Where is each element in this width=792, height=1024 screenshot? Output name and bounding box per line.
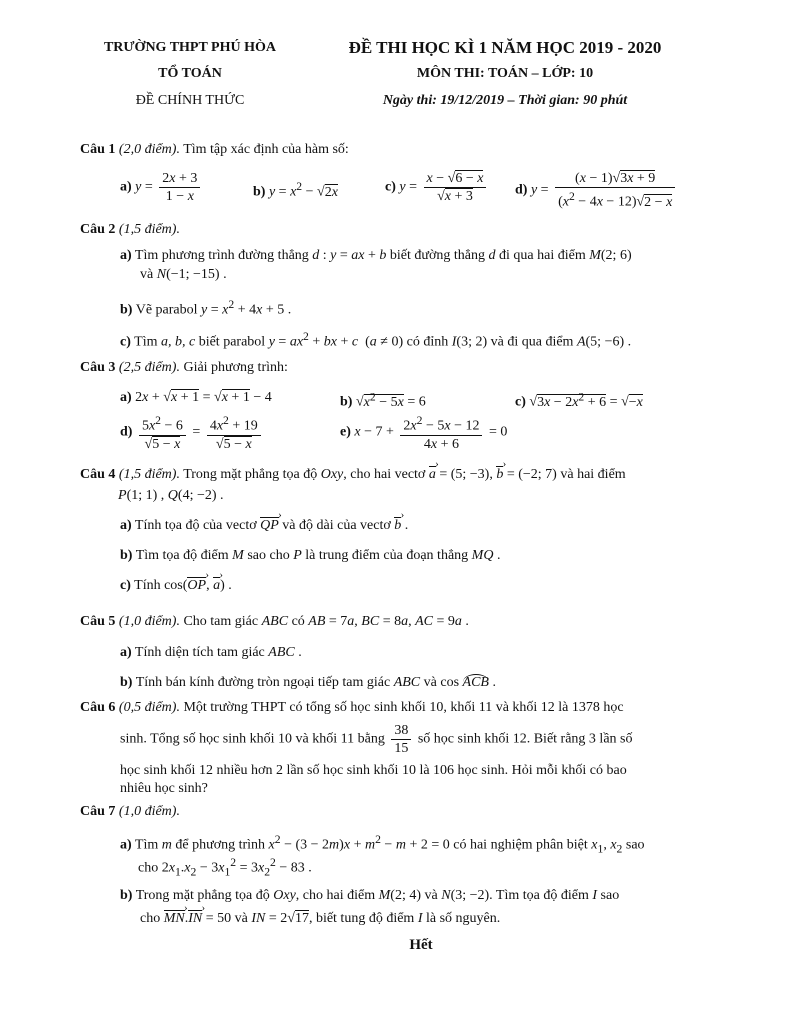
q1-part-c: c) y = $\frac{x - √6 - x}{√x + 3}$ (385, 170, 489, 205)
q2-part-c: c) Tìm a, b, c biết parabol $y = ax^2$ + bx + c (a ≠ 0) có đỉnh I(3; 2) và đi qua điểm A(5; −6) . (120, 330, 632, 350)
school-name: TRƯỜNG THPT PHÚ HÒA (103, 40, 277, 55)
q7-part-a: a) Tìm m để phương trình $x^2 - (3 - 2m)x + m^2 - m + 2 = 0$ có hai nghiệm phân biệt $x_1$, $x_2$ sao (120, 833, 645, 856)
question-label: Câu 1 (80, 142, 116, 157)
q2-part-b: b) Vẽ parabol $y = x^2 + 4x + 5$ . (120, 298, 292, 318)
question-points: (1,0 điểm). (118, 804, 180, 819)
q4-part-b: b) Tìm tọa độ điểm M sao cho P là trung điểm của đoạn thẳng MQ . (120, 548, 501, 563)
official-label: ĐỀ CHÍNH THỨC (135, 93, 245, 108)
q3-part-e: e) x − 7 + $\frac{2x^2 - 5x - 12}{4x + 6}$ = 0 (340, 414, 508, 452)
exam-subject: MÔN THI: TOÁN – LỚP: 10 (416, 66, 594, 81)
question-points: (2,0 điểm). (118, 142, 180, 157)
q5-part-b: b) Tính bán kính đường tròn ngoại tiếp tam giác ABC và cos ACB . (120, 675, 496, 690)
question-points: (1,0 điểm). (118, 614, 180, 629)
q7-part-a-line2: cho $2x_1.x_2 - 3x_1^2 = 3x_2^2 - 83$ . (138, 856, 312, 879)
question-text: Giải phương trình: (179, 360, 288, 375)
question-2 (80, 222, 180, 238)
q3-part-d: d) $\frac{5x^2 - 6}{√5 - x}$ = $\frac{4x^2 + 19}{√5 - x}$ (120, 412, 264, 453)
question-label: Câu 2 (80, 222, 116, 237)
exam-date-time: Ngày thi: 19/12/2019 – Thời gian: 90 phút (382, 93, 628, 108)
exam-title: ĐỀ THI HỌC KÌ 1 NĂM HỌC 2019 - 2020 (348, 38, 662, 57)
question-5: Câu 5 (1,0 điểm). Cho tam giác ABC có AB = 7a, BC = 8a, AC = 9a . (80, 614, 469, 629)
question-label: Câu 6 (80, 700, 116, 715)
q7-part-b: b) Trong mặt phẳng tọa độ Oxy, cho hai điểm M(2; 4) và N(3; −2). Tìm tọa độ điểm I sao (120, 888, 620, 903)
question-points: (1,5 điểm). (118, 467, 180, 482)
q5-part-a: a) Tính diện tích tam giác ABC . (120, 645, 302, 660)
question-points: (1,5 điểm). (118, 222, 180, 237)
question-points: (0,5 điểm). (118, 700, 180, 715)
question-6: Câu 6 (0,5 điểm). Một trường THPT có tổng số học sinh khối 10, khối 11 và khối 12 là 1378 học (80, 700, 624, 715)
q2-part-a-line2: và N(−1; −15) . (140, 267, 227, 282)
end-marker: Hết (409, 937, 433, 953)
q1-part-d: d) y = $\frac{(x - 1)√3x + 9}{(x^2 - 4x - 12)√2 - x}$ (515, 170, 678, 211)
q6-line3: học sinh khối 12 nhiều hơn 2 lần số học sinh khối 10 là 106 học sinh. Hỏi mỗi khối có bao (120, 763, 627, 778)
q6-line2: sinh. Tổng số học sinh khối 10 và khối 11 bằng $\frac{38}{15}$ số học sinh khối 12. Biết rằng 3 lần số (120, 723, 633, 756)
q3-part-a: a) 2x + √x + 1 = √x + 1 − 4 (120, 390, 272, 405)
q3-part-c: c) $√3x - 2x^2 + 6 = √-x$ (515, 390, 643, 410)
department: TỔ TOÁN (158, 66, 222, 81)
question-7 (80, 804, 180, 820)
q1-part-b: b) $y = x^2 - √2x$ (253, 180, 338, 200)
question-3 (80, 360, 288, 376)
question-text: Cho tam giác (179, 614, 259, 629)
question-label: Câu 7 (80, 804, 116, 819)
question-label: Câu 3 (80, 360, 116, 375)
question-text: Tìm tập xác định của hàm số: (179, 142, 349, 157)
question-text: Một trường THPT có tổng số học sinh khối 10, khối 11 và khối 12 là (179, 700, 569, 715)
q1-part-a: a) y = $\frac{2x + 3}{1 - x}$ (120, 170, 203, 205)
q7-part-b-line2: cho MN ›.IN › = 50 và IN = 2√17, biết tung độ điểm I là số nguyên. (140, 911, 500, 927)
question-1 (80, 142, 349, 158)
q4-part-c: c) Tính cos(OP ›, a ›) . (120, 578, 232, 594)
q2-part-a: a) Tìm phương trình đường thẳng d : y = ax + b biết đường thẳng d đi qua hai điểm M(2; 6) (120, 248, 632, 263)
question-points: (2,5 điểm). (118, 360, 180, 375)
question-label: Câu 4 (80, 467, 116, 482)
q4-line2: P(1; 1) , Q(4; −2) . (118, 488, 224, 503)
question-label: Câu 5 (80, 614, 116, 629)
q3-part-b: b) $√x^2 - 5x = 6$ (340, 390, 426, 410)
q4-part-a: a) Tính tọa độ của vectơ QP › và độ dài của vectơ b › . (120, 518, 408, 534)
question-text: Trong mặt phẳng tọa độ (179, 467, 318, 482)
question-4: Câu 4 (1,5 điểm). Trong mặt phẳng tọa độ Oxy, cho hai vectơ a › = (5; −3), b › = (−2; 7) và hai điểm (80, 467, 626, 483)
q6-line4: nhiêu học sinh? (120, 781, 208, 796)
